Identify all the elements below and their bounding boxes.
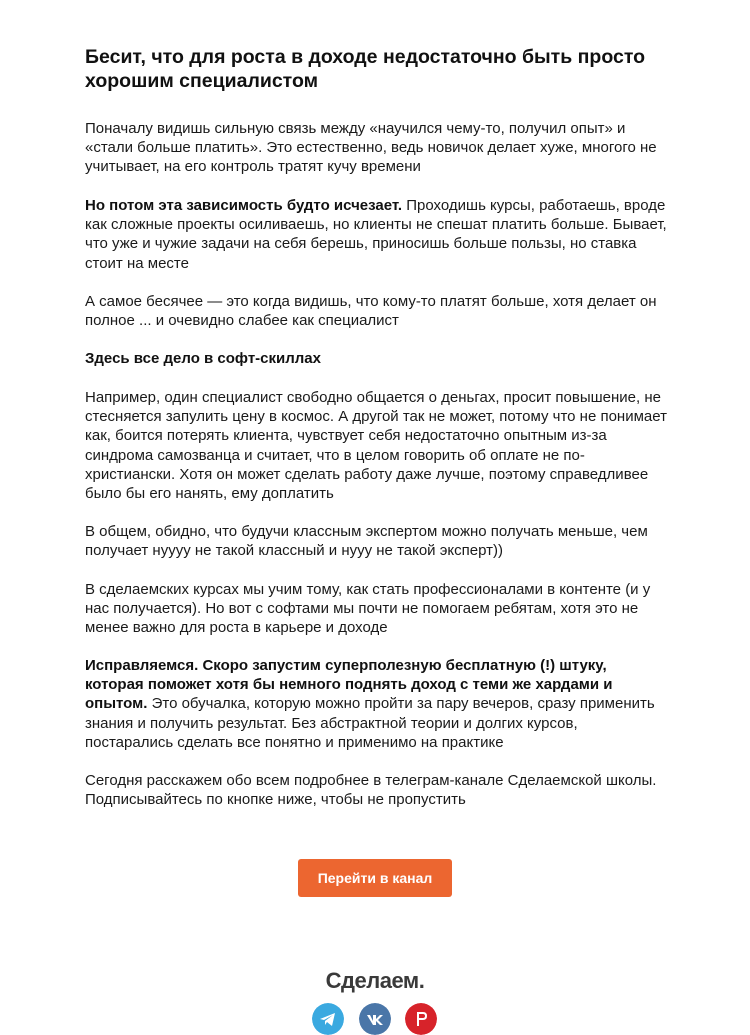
telegram-link[interactable] (312, 1003, 344, 1035)
go-to-channel-button[interactable]: Перейти в канал (298, 859, 452, 897)
paragraph-annoying: А самое бесячее — это когда видишь, что кому-то платят больше, хотя делает он полное ... и очевидно слабее как специалист (85, 293, 657, 330)
paragraph-subscribe: Сегодня расскажем обо всем подробнее в телеграм-канале Сделаемской школы. Подписывайтесь по кнопке ниже, чтобы не пропустить (85, 772, 657, 809)
vk-icon (359, 1003, 391, 1035)
telegram-icon (312, 1003, 344, 1035)
paragraph-announcement-bold: Исправляемся. Скоро запустим суперполезную бесплатную (!) штуку, которая поможет хотя бы немного поднять доход с теми же хардами и опытом. (85, 657, 613, 713)
article-title: Бесит, что для роста в доходе недостаточно быть просто хорошим специалистом (85, 46, 646, 92)
dzen-link[interactable] (405, 1003, 437, 1035)
dzen-icon (405, 1003, 437, 1035)
paragraph-summary: В общем, обидно, что будучи классным экспертом можно получать меньше, чем получает нуууу не такой классный и нууу не такой эксперт)) (85, 523, 648, 560)
soft-skills-heading: Здесь все дело в софт-скиллах (85, 350, 321, 367)
paragraph-intro: Поначалу видишь сильную связь между «научился чему-то, получил опыт» и «стали больше платить». Это естественно, ведь новичок делает хуже, многого не учитывает, на его контроль тратят кучу времени (85, 120, 657, 176)
paragraph-dependency-text: Проходишь курсы, работаешь, вроде как сложные проекты осиливаешь, но клиенты не спешат платить больше. Бывает, что уже и чужие задачи на себя берешь, приносишь больше пользы, но ставка стоит на месте (85, 197, 667, 272)
paragraph-dependency (85, 196, 667, 273)
paragraph-example: Например, один специалист свободно общается о деньгах, просит повышение, не стесняется запулить цену в космос. А другой так не может, потому что не понимает как, боится потерять клиента, чувствует себя недостаточно опытным из-за синдрома самозванца и считает, что в целом говорить об оплате не по-христиански. Хотя он может сделать работу даже лучше, поэтому справедливее было бы его нанять, ему доплатить (85, 389, 667, 503)
paragraph-announcement (85, 656, 667, 752)
sdelaem-logo: Сделаем. (325, 968, 425, 993)
paragraph-announcement-text: Это обучалка, которую можно пройти за пару вечеров, сразу применить знания и получить результат. Без абстрактной теории и долгих курсов, постарались сделать все понятно и применимо на практике (85, 695, 655, 751)
vk-link[interactable] (359, 1003, 391, 1035)
paragraph-soft-skills-heading (85, 349, 667, 368)
paragraph-courses: В сделаемских курсах мы учим тому, как стать профессионалами в контенте (и у нас получается). Но вот с софтами мы почти не помогаем ребятам, хотя это не менее важно для роста в карьере и доходе (85, 581, 651, 637)
paragraph-dependency-bold: Но потом эта зависимость будто исчезает. (85, 197, 403, 214)
